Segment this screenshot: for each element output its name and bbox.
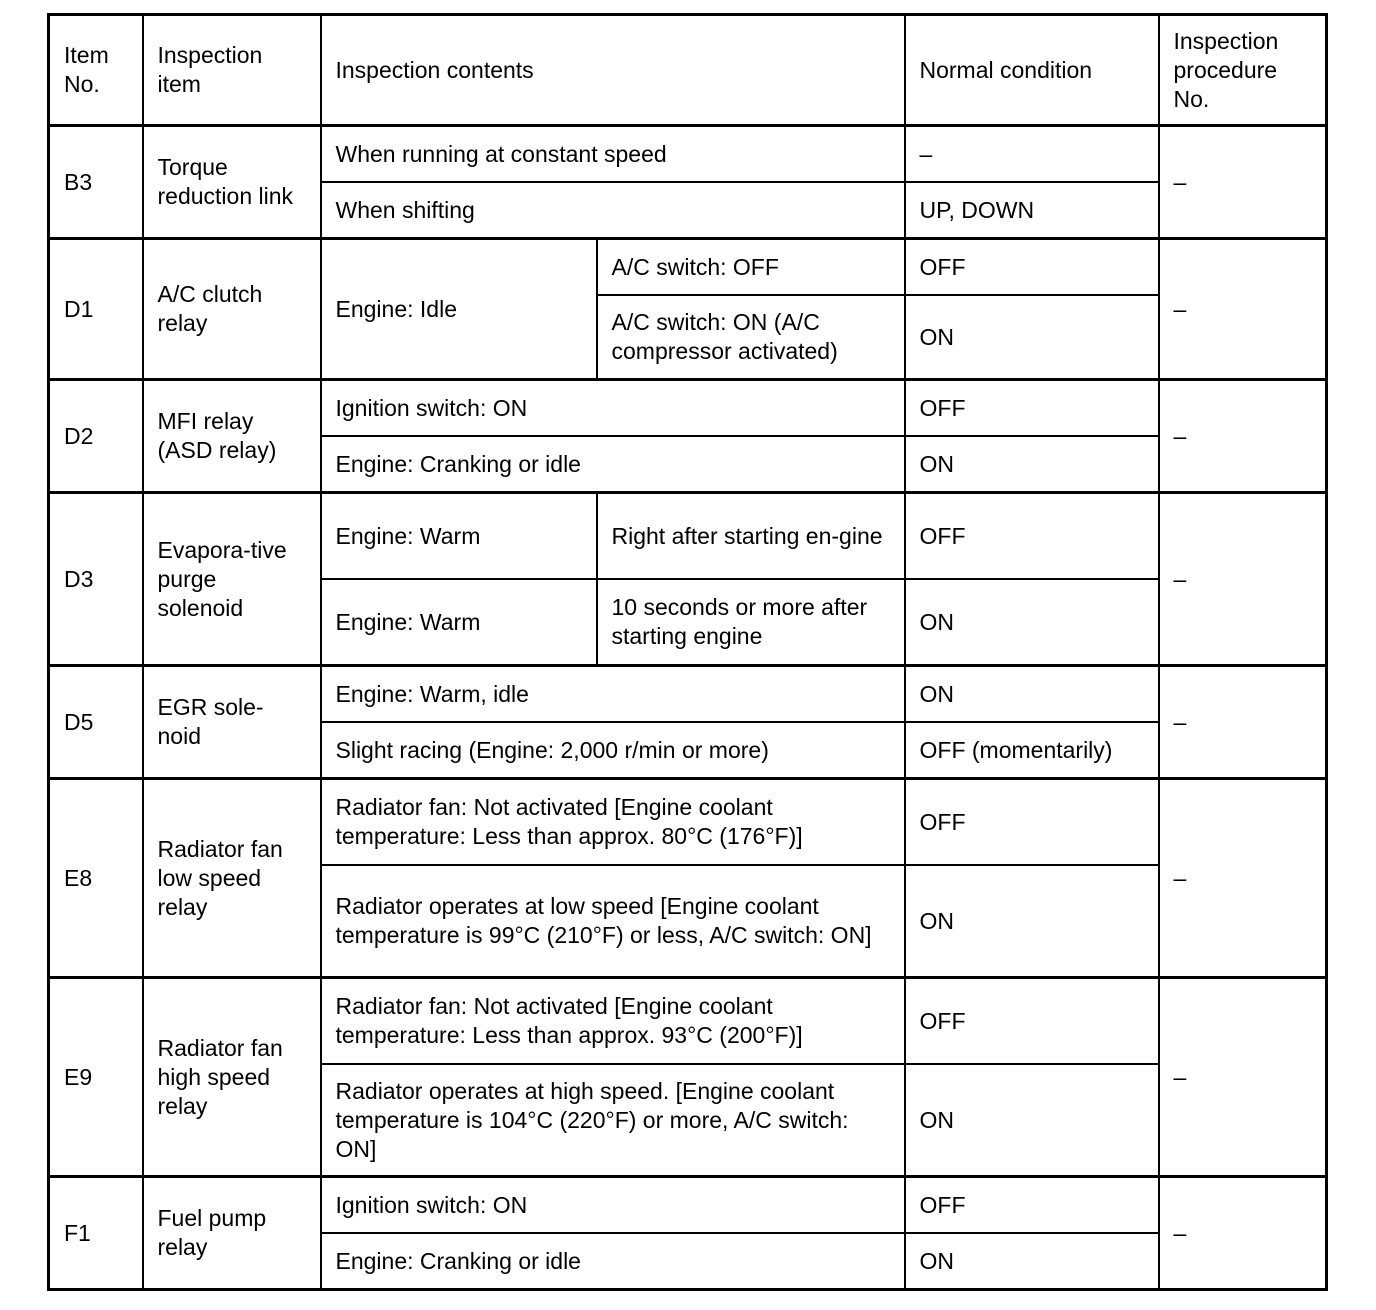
- item-no: B3: [49, 126, 143, 239]
- inspection-item: Radiator fan high speed relay: [143, 978, 321, 1177]
- inspection-item: Evapora-tive purge solenoid: [143, 493, 321, 666]
- inspection-content: Radiator operates at low speed [Engine coolant temperature is 99°C (210°F) or less, A/C switch: ON]: [321, 865, 905, 978]
- table-row-d3-1: [49, 493, 1327, 580]
- inspection-content: Engine: Warm, idle: [321, 666, 905, 723]
- item-no: E8: [49, 779, 143, 978]
- normal-condition: UP, DOWN: [905, 182, 1159, 239]
- inspection-condition: Engine: Warm: [321, 493, 597, 580]
- inspection-content: Ignition switch: ON: [321, 1177, 905, 1234]
- inspection-condition: Engine: Idle: [321, 239, 597, 380]
- normal-condition: ON: [905, 295, 1159, 380]
- inspection-item: Radiator fan low speed relay: [143, 779, 321, 978]
- item-no: D3: [49, 493, 143, 666]
- inspection-condition: Engine: Warm: [321, 579, 597, 666]
- table-row-d1-1: [49, 239, 1327, 296]
- inspection-content: Radiator fan: Not activated [Engine coolant temperature: Less than approx. 80°C (176°F)]: [321, 779, 905, 866]
- header-inspection-item: Inspection item: [143, 15, 321, 126]
- inspection-item: Torque reduction link: [143, 126, 321, 239]
- inspection-content: Ignition switch: ON: [321, 380, 905, 437]
- procedure-no: –: [1159, 978, 1327, 1177]
- header-normal-condition: Normal condition: [905, 15, 1159, 126]
- inspection-subcondition: 10 seconds or more after starting engine: [597, 579, 905, 666]
- procedure-no: –: [1159, 666, 1327, 779]
- inspection-item: A/C clutch relay: [143, 239, 321, 380]
- procedure-no: –: [1159, 779, 1327, 978]
- normal-condition: ON: [905, 579, 1159, 666]
- procedure-no: –: [1159, 493, 1327, 666]
- procedure-no: –: [1159, 126, 1327, 239]
- normal-condition: –: [905, 126, 1159, 183]
- table-row-e9-1: [49, 978, 1327, 1065]
- table-row-e8-1: [49, 779, 1327, 866]
- item-no: E9: [49, 978, 143, 1177]
- header-row: [49, 15, 1327, 126]
- header-item-no: Item No.: [49, 15, 143, 126]
- normal-condition: OFF (momentarily): [905, 722, 1159, 779]
- procedure-no: –: [1159, 380, 1327, 493]
- normal-condition: OFF: [905, 978, 1159, 1065]
- table-row-f1-1: [49, 1177, 1327, 1234]
- table-row-b3-1: [49, 126, 1327, 183]
- procedure-no: –: [1159, 239, 1327, 380]
- normal-condition: OFF: [905, 239, 1159, 296]
- item-no: F1: [49, 1177, 143, 1290]
- normal-condition: ON: [905, 436, 1159, 493]
- inspection-subcondition: Right after starting en-gine: [597, 493, 905, 580]
- table-row-d5-1: [49, 666, 1327, 723]
- inspection-content: When shifting: [321, 182, 905, 239]
- inspection-item: EGR sole-noid: [143, 666, 321, 779]
- normal-condition: ON: [905, 1233, 1159, 1290]
- item-no: D2: [49, 380, 143, 493]
- normal-condition: OFF: [905, 380, 1159, 437]
- inspection-content: Engine: Cranking or idle: [321, 1233, 905, 1290]
- inspection-content: Slight racing (Engine: 2,000 r/min or more): [321, 722, 905, 779]
- normal-condition: OFF: [905, 779, 1159, 866]
- normal-condition: ON: [905, 865, 1159, 978]
- inspection-content: Radiator fan: Not activated [Engine coolant temperature: Less than approx. 93°C (200°F)]: [321, 978, 905, 1065]
- procedure-no: –: [1159, 1177, 1327, 1290]
- normal-condition: ON: [905, 666, 1159, 723]
- normal-condition: OFF: [905, 1177, 1159, 1234]
- header-inspection-contents: Inspection contents: [321, 15, 905, 126]
- normal-condition: ON: [905, 1064, 1159, 1177]
- inspection-item: Fuel pump relay: [143, 1177, 321, 1290]
- inspection-content: Radiator operates at high speed. [Engine coolant temperature is 104°C (220°F) or more, A/C switch: ON]: [321, 1064, 905, 1177]
- header-procedure-no: Inspection procedure No.: [1159, 15, 1327, 126]
- inspection-subcondition: A/C switch: ON (A/C compressor activated): [597, 295, 905, 380]
- normal-condition: OFF: [905, 493, 1159, 580]
- inspection-table: [47, 13, 1328, 1291]
- inspection-item: MFI relay (ASD relay): [143, 380, 321, 493]
- item-no: D5: [49, 666, 143, 779]
- item-no: D1: [49, 239, 143, 380]
- inspection-subcondition: A/C switch: OFF: [597, 239, 905, 296]
- table-row-d2-1: [49, 380, 1327, 437]
- inspection-content: Engine: Cranking or idle: [321, 436, 905, 493]
- inspection-content: When running at constant speed: [321, 126, 905, 183]
